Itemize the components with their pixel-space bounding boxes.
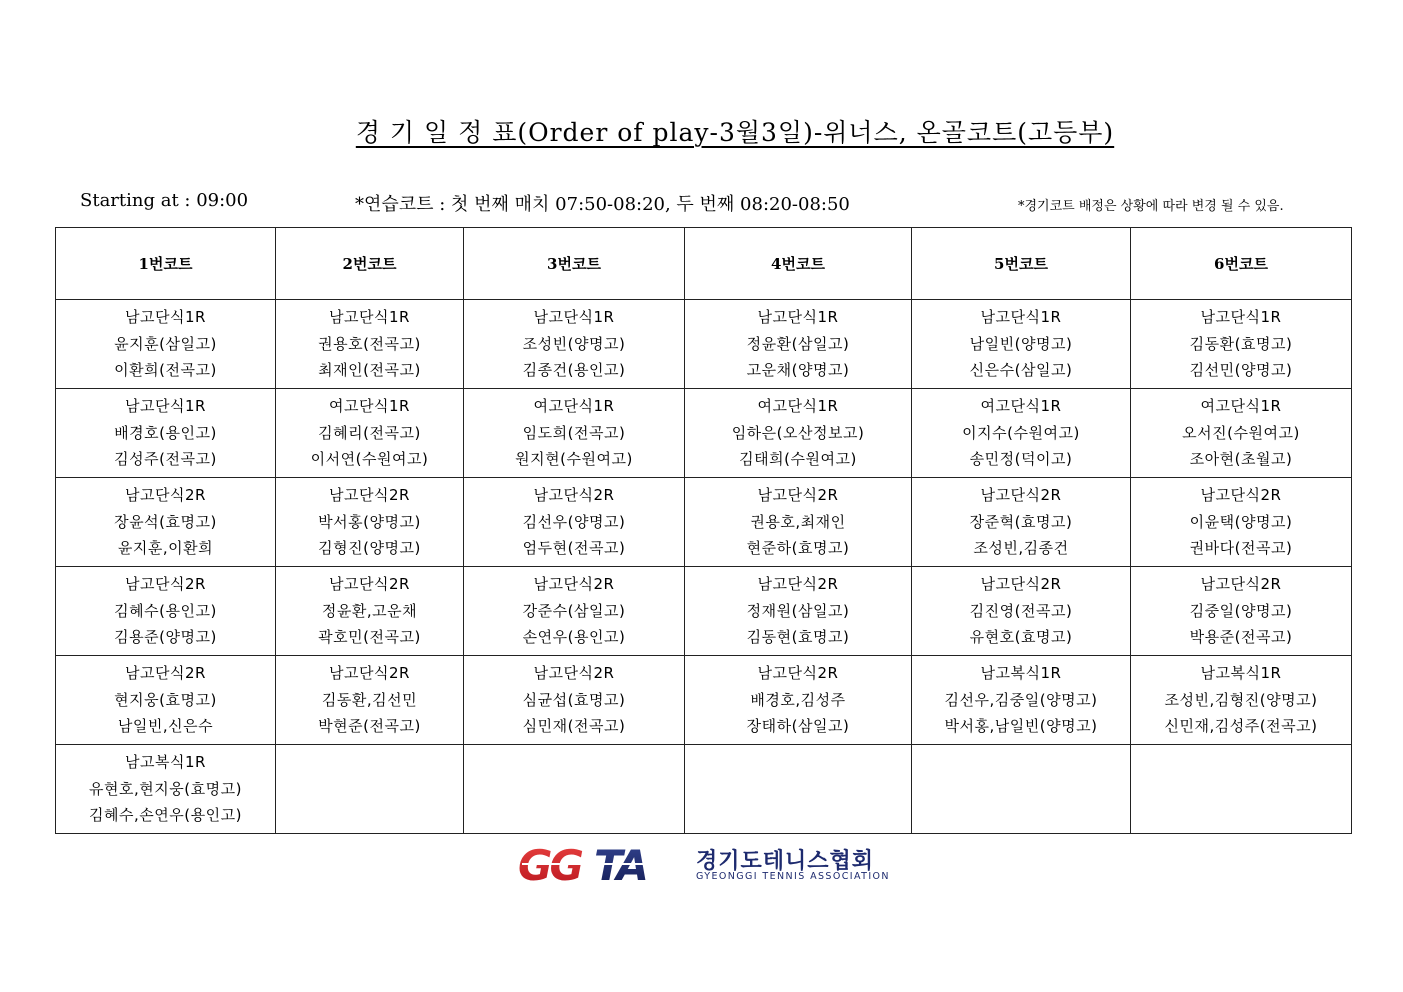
match-player: 현준하(효명고) xyxy=(746,539,850,558)
court-header-row xyxy=(56,228,1352,300)
match-event: 남고단식1R xyxy=(757,308,839,327)
match-player: 원지현(수원여고) xyxy=(515,450,633,469)
court-header: 6번코트 xyxy=(1131,228,1352,300)
match-event: 여고단식1R xyxy=(329,397,410,416)
match-event: 남고단식2R xyxy=(980,486,1062,505)
match-event: 여고단식1R xyxy=(980,397,1062,416)
match-event: 남고단식2R xyxy=(757,575,839,594)
schedule-row xyxy=(56,567,1352,656)
match-player: 김용준(양명고) xyxy=(114,628,217,647)
match-cell xyxy=(685,389,912,478)
match-player: 엄두현(전곡고) xyxy=(522,539,626,558)
match-cell xyxy=(912,389,1131,478)
match-player: 임도희(전곡고) xyxy=(522,423,626,442)
match-player: 오서진(수원여고) xyxy=(1182,423,1300,442)
match-cell xyxy=(912,745,1131,834)
match-player: 신은수(삼일고) xyxy=(969,361,1073,380)
schedule-row xyxy=(56,656,1352,745)
match-cell xyxy=(56,389,276,478)
match-cell xyxy=(1131,389,1352,478)
match-player: 김진영(전곡고) xyxy=(969,601,1073,620)
match-player: 장태하(삼일고) xyxy=(746,717,850,736)
match-player: 정재원(삼일고) xyxy=(746,601,850,620)
match-player: 조성빈(양명고) xyxy=(522,334,626,353)
match-cell xyxy=(56,300,276,389)
match-player: 조아현(초월고) xyxy=(1189,450,1293,469)
court-header: 2번코트 xyxy=(276,228,464,300)
svg-text:GG: GG xyxy=(518,842,581,886)
match-event: 남고단식2R xyxy=(329,575,410,594)
match-player: 김혜수(용인고) xyxy=(114,601,217,620)
match-player: 김형진(양명고) xyxy=(318,539,421,558)
starting-time: Starting at : 09:00 xyxy=(80,190,249,211)
match-cell xyxy=(685,567,912,656)
match-event: 남고단식2R xyxy=(757,664,839,683)
match-player: 김성주(전곡고) xyxy=(114,450,217,469)
match-player: 남일빈,신은수 xyxy=(117,717,214,736)
match-player: 김선우,김중일(양명고) xyxy=(944,690,1098,709)
match-player: 유현호,현지웅(효명고) xyxy=(89,779,242,798)
match-player: 배경호,김성주 xyxy=(750,690,846,709)
match-player: 김혜리(전곡고) xyxy=(318,423,421,442)
court-header: 4번코트 xyxy=(685,228,912,300)
match-event: 남고단식2R xyxy=(533,664,615,683)
match-player: 이윤택(양명고) xyxy=(1189,512,1293,531)
match-player: 강준수(삼일고) xyxy=(522,601,626,620)
match-player: 남일빈(양명고) xyxy=(969,334,1073,353)
match-player: 권용호(전곡고) xyxy=(318,334,421,353)
match-cell xyxy=(912,567,1131,656)
match-cell xyxy=(464,300,685,389)
match-event: 남고단식2R xyxy=(125,664,206,683)
match-cell xyxy=(276,745,464,834)
match-cell xyxy=(276,300,464,389)
match-event: 남고단식1R xyxy=(980,308,1062,327)
match-cell xyxy=(685,478,912,567)
match-player: 김중일(양명고) xyxy=(1189,601,1293,620)
match-event: 남고단식2R xyxy=(533,575,615,594)
match-event: 남고복식1R xyxy=(1200,664,1282,683)
match-player: 유현호(효명고) xyxy=(969,628,1073,647)
schedule-row xyxy=(56,300,1352,389)
match-cell xyxy=(56,478,276,567)
match-player: 김동환(효명고) xyxy=(1189,334,1293,353)
match-cell xyxy=(56,567,276,656)
ggta-logo xyxy=(518,842,918,886)
match-player: 곽호민(전곡고) xyxy=(318,628,421,647)
match-player: 최재인(전곡고) xyxy=(318,361,421,380)
match-event: 남고단식1R xyxy=(329,308,410,327)
match-player: 손연우(용인고) xyxy=(522,628,626,647)
court-header: 1번코트 xyxy=(56,228,276,300)
match-player: 심민재(전곡고) xyxy=(522,717,626,736)
match-cell xyxy=(1131,745,1352,834)
match-player: 심균섭(효명고) xyxy=(522,690,626,709)
match-player: 김동환,김선민 xyxy=(321,690,418,709)
match-event: 남고단식2R xyxy=(1200,486,1282,505)
match-event: 남고복식1R xyxy=(980,664,1062,683)
match-player: 정윤환(삼일고) xyxy=(746,334,850,353)
match-player: 송민정(덕이고) xyxy=(969,450,1073,469)
match-player: 윤지훈(삼일고) xyxy=(114,334,217,353)
match-cell xyxy=(56,745,276,834)
svg-text:TA: TA xyxy=(594,842,646,886)
match-cell xyxy=(685,656,912,745)
match-player: 이서연(수원여고) xyxy=(310,450,429,469)
match-event: 남고단식2R xyxy=(533,486,615,505)
match-player: 박현준(전곡고) xyxy=(318,717,421,736)
match-cell xyxy=(1131,567,1352,656)
logo-english-name: GYEONGGI TENNIS ASSOCIATION xyxy=(696,871,890,882)
schedule-row xyxy=(56,389,1352,478)
schedule-table xyxy=(55,227,1352,834)
schedule-row xyxy=(56,745,1352,834)
match-cell xyxy=(912,478,1131,567)
match-player: 현지웅(효명고) xyxy=(114,690,217,709)
court-header: 5번코트 xyxy=(912,228,1131,300)
match-cell xyxy=(1131,478,1352,567)
logo-korean-name: 경기도테니스협회 xyxy=(696,849,875,874)
schedule-body xyxy=(56,300,1352,834)
match-player: 장준혁(효명고) xyxy=(969,512,1073,531)
match-player: 조성빈,김종건 xyxy=(973,539,1069,558)
match-player: 권바다(전곡고) xyxy=(1189,539,1293,558)
match-cell xyxy=(685,300,912,389)
match-cell xyxy=(912,656,1131,745)
match-cell xyxy=(464,567,685,656)
match-cell xyxy=(276,389,464,478)
match-player: 정윤환,고운채 xyxy=(321,601,418,620)
match-player: 배경호(용인고) xyxy=(114,423,217,442)
match-cell xyxy=(1131,300,1352,389)
match-event: 남고단식1R xyxy=(125,397,206,416)
match-cell xyxy=(56,656,276,745)
court-change-note: *경기코트 배정은 상황에 따라 변경 될 수 있음. xyxy=(1018,199,1284,214)
match-player: 이지수(수원여고) xyxy=(962,423,1080,442)
match-event: 남고단식2R xyxy=(980,575,1062,594)
match-cell xyxy=(1131,656,1352,745)
match-event: 여고단식1R xyxy=(533,397,615,416)
match-event: 남고단식1R xyxy=(1200,308,1282,327)
match-cell xyxy=(464,656,685,745)
match-event: 남고단식1R xyxy=(533,308,615,327)
ggta-logo-icon xyxy=(518,842,690,886)
match-player: 김선우(양명고) xyxy=(522,512,626,531)
match-player: 신민재,김성주(전곡고) xyxy=(1164,717,1318,736)
match-player: 박서홍,남일빈(양명고) xyxy=(944,717,1098,736)
match-player: 이환희(전곡고) xyxy=(114,361,217,380)
match-cell xyxy=(464,478,685,567)
match-cell xyxy=(464,389,685,478)
match-player: 윤지훈,이환희 xyxy=(117,539,214,558)
match-player: 박용준(전곡고) xyxy=(1189,628,1293,647)
schedule-row xyxy=(56,478,1352,567)
match-event: 남고단식2R xyxy=(125,575,206,594)
page-title: 경 기 일 정 표(Order of play-3월3일)-위너스, 온골코트(고등부) xyxy=(355,118,1115,147)
match-player: 김종건(용인고) xyxy=(522,361,626,380)
match-event: 여고단식1R xyxy=(1200,397,1282,416)
match-player: 김동현(효명고) xyxy=(746,628,850,647)
match-cell xyxy=(464,745,685,834)
match-event: 남고단식1R xyxy=(125,308,206,327)
match-cell xyxy=(276,656,464,745)
match-event: 남고단식2R xyxy=(329,664,410,683)
match-player: 김선민(양명고) xyxy=(1189,361,1293,380)
match-cell xyxy=(276,567,464,656)
match-player: 임하은(오산정보고) xyxy=(731,423,865,442)
match-event: 남고단식2R xyxy=(757,486,839,505)
match-event: 남고복식1R xyxy=(125,753,206,772)
match-event: 남고단식2R xyxy=(329,486,410,505)
match-player: 김혜수,손연우(용인고) xyxy=(89,806,242,825)
match-player: 조성빈,김형진(양명고) xyxy=(1164,690,1318,709)
practice-court-info: *연습코트 : 첫 번째 매치 07:50-08:20, 두 번째 08:20-08:50 xyxy=(355,194,850,215)
match-player: 김태희(수원여고) xyxy=(739,450,857,469)
court-header: 3번코트 xyxy=(464,228,685,300)
match-event: 여고단식1R xyxy=(757,397,839,416)
match-player: 박서홍(양명고) xyxy=(318,512,421,531)
match-player: 권용호,최재인 xyxy=(750,512,846,531)
match-event: 남고단식2R xyxy=(125,486,206,505)
match-cell xyxy=(276,478,464,567)
match-cell xyxy=(685,745,912,834)
match-player: 장윤석(효명고) xyxy=(114,512,217,531)
match-cell xyxy=(912,300,1131,389)
match-player: 고운채(양명고) xyxy=(746,361,850,380)
match-event: 남고단식2R xyxy=(1200,575,1282,594)
